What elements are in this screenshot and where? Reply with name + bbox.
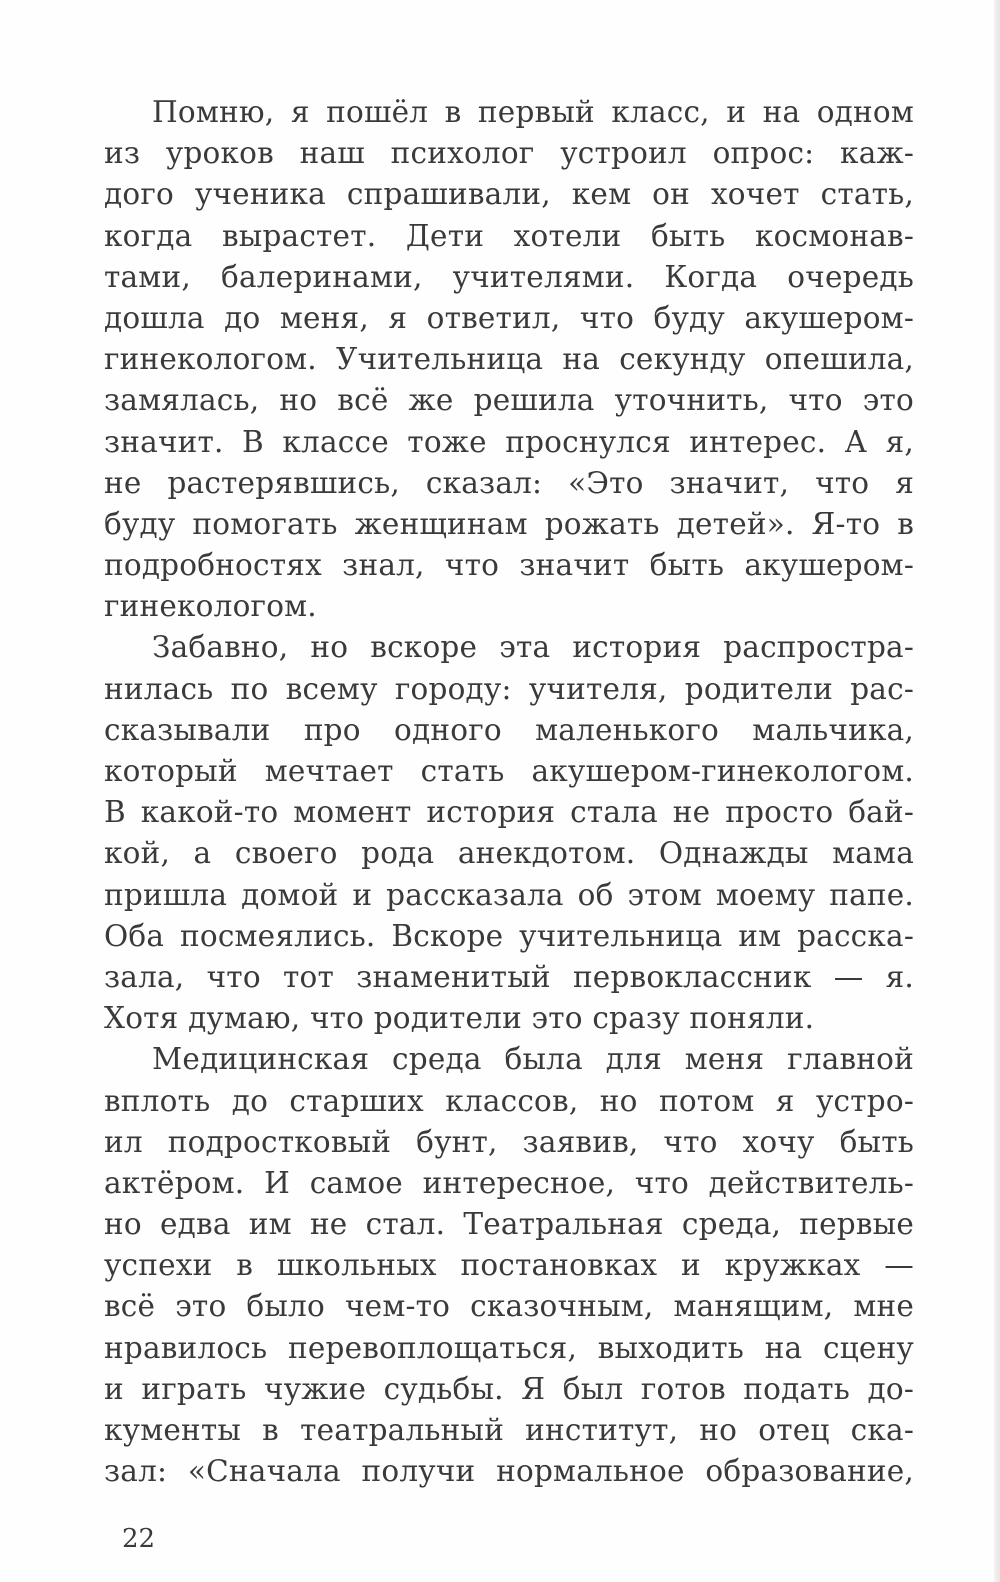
text-line: успехи в школьных постановках и кружках — (104, 1248, 914, 1283)
text-line: кой, а своего рода анекдотом. Однажды мама (104, 836, 914, 871)
text-line: Оба посмеялись. Вскоре учительница им расска- (104, 918, 914, 953)
text-line: ил подростковый бунт, заявив, что хочу быть (104, 1124, 914, 1159)
body-text (104, 92, 914, 1492)
text-line: Забавно, но вскоре эта история распростра- (152, 630, 914, 665)
text-line: замялась, но всё же решила уточнить, что это (104, 383, 914, 418)
paragraph-3 (104, 1039, 914, 1492)
text-line: зал: «Сначала получи нормальное образование, (104, 1454, 914, 1489)
text-line: Помню, я пошёл в первый класс, и на одном (152, 95, 914, 129)
text-line: вплоть до старших классов, но потом я устро- (104, 1083, 914, 1118)
paragraph-1 (104, 92, 914, 627)
text-line: нравилось перевоплощаться, выходить на сцену (104, 1330, 914, 1365)
text-line: но едва им не стал. Театральная среда, первые (104, 1207, 914, 1242)
text-line: значит. В классе тоже проснулся интерес. А я, (104, 424, 914, 459)
text-line: В какой-то момент история стала не просто бай- (104, 795, 914, 830)
text-line: и играть чужие судьбы. Я был готов подать до- (104, 1371, 914, 1406)
text-line: тами, балеринами, учителями. Когда очередь (104, 259, 914, 294)
text-line: буду помогать женщинам рожать детей». Я-то в (104, 506, 914, 541)
text-line: который мечтает стать акушером-гинекологом. (104, 754, 914, 788)
page-edge-shadow (994, 0, 1000, 1582)
text-line: когда вырастет. Дети хотели быть космонав- (104, 218, 914, 253)
text-line: Медицинская среда была для меня главной (152, 1042, 914, 1077)
text-line: подробностях знал, что значит быть акушером- (104, 548, 914, 583)
text-line: из уроков наш психолог устроил опрос: каж- (104, 136, 914, 171)
text-line: нилась по всему городу: учителя, родители рас- (104, 671, 914, 706)
text-line: пришла домой и рассказала об этом моему папе. (104, 877, 914, 912)
text-line: всё это было чем-то сказочным, манящим, мне (104, 1289, 914, 1324)
page-number: 22 (122, 1524, 156, 1554)
text-line: гинекологом. Учительница на секунду опешила, (104, 342, 914, 377)
paragraph-2 (104, 627, 914, 1039)
text-line: дого ученика спрашивали, кем он хочет стать, (104, 177, 914, 212)
text-line: Хотя думаю, что родители это сразу поняли. (104, 1001, 815, 1036)
text-line: сказывали про одного маленького мальчика, (104, 712, 914, 747)
text-line: актёром. И самое интересное, что действитель- (104, 1165, 914, 1200)
text-line: дошла до меня, я ответил, что буду акушером- (104, 300, 914, 335)
text-line: кументы в театральный институт, но отец ска- (104, 1413, 914, 1447)
text-line: не растерявшись, сказал: «Это значит, что я (104, 465, 914, 500)
text-line: зала, что тот знаменитый первоклассник — я. (104, 959, 914, 994)
text-line: гинекологом. (104, 589, 317, 624)
